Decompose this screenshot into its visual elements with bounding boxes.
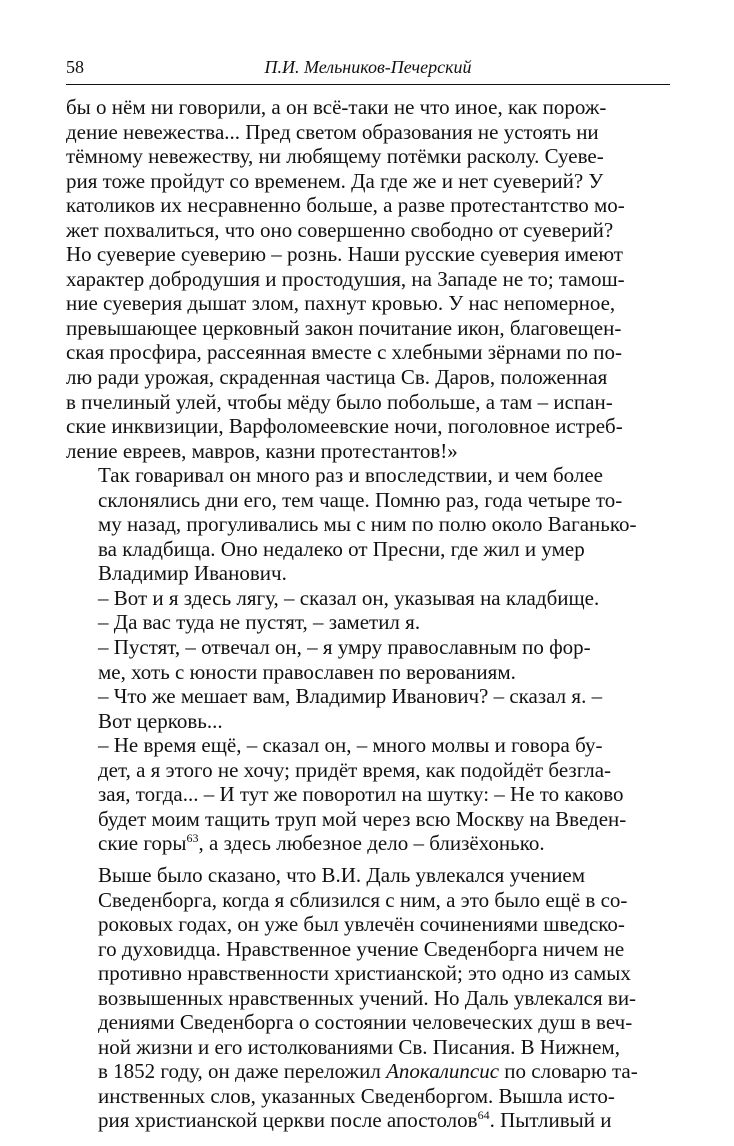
text-run: ной жизни и его истолкованиями Св. Писания. В Нижнем, [98, 1034, 620, 1059]
paragraph [66, 586, 670, 611]
text-line [66, 120, 670, 145]
text-line [66, 316, 670, 341]
text-run: бы о нём ни говорили, а он всё-таки не что иное, как порож- [66, 95, 607, 119]
text-line [66, 758, 670, 783]
text-line [66, 561, 670, 586]
text-line [66, 635, 670, 660]
text-line [66, 414, 670, 439]
text-line [66, 888, 670, 913]
book-page [66, 56, 670, 1133]
paragraph [66, 610, 670, 635]
text-run: характер добродушия и простодушия, на Западе не то; тамош- [66, 266, 625, 291]
running-title: П.И. Мельников-Печерский [264, 57, 472, 77]
paragraph [66, 635, 670, 684]
text-line [66, 439, 670, 464]
text-run: ление евреев, мавров, казни протестантов!» [66, 438, 458, 463]
text-run: – Что же мешает вам, Владимир Иванович? – сказал я. – [98, 684, 603, 709]
text-line [66, 95, 670, 120]
text-run: Выше было сказано, что В.И. Даль увлекался учением [98, 862, 586, 887]
text-run: ние суеверия дышат злом, пахнут кровью. У нас непомерное, [66, 291, 616, 316]
text-run: – Вот и я здесь лягу, – сказал он, указывая на кладбище. [98, 585, 600, 610]
text-line [66, 610, 670, 635]
text-line [66, 684, 670, 709]
text-line [66, 912, 670, 937]
text-line [66, 169, 670, 194]
text-run: рия христианской церкви после апостолов [98, 1108, 478, 1133]
text-run: католиков их несравненно больше, а разве протестантство мо- [66, 193, 625, 218]
text-line [66, 961, 670, 986]
footnote-marker: 63 [186, 831, 199, 846]
text-line [66, 807, 670, 832]
text-line [66, 144, 670, 169]
text-line [66, 537, 670, 562]
paragraph [66, 684, 670, 733]
text-run: по словарю та- [499, 1059, 638, 1084]
text-run: будет моим тащить труп мой через всю Москву на Введен- [98, 806, 627, 831]
text-run: в пчелиный улей, чтобы мёду было побольше, а там – испан- [66, 389, 613, 414]
text-line [66, 1010, 670, 1035]
text-line [66, 1108, 670, 1133]
text-run: – Пустят, – отвечал он, – я умру православным по фор- [98, 635, 591, 660]
text-run: Но суеверие суеверию – рознь. Наши русские суеверия имеют [66, 242, 623, 267]
text-run: Так говаривал он много раз и впоследствии, и чем более [98, 463, 603, 488]
text-run: инственных слов, указанных Сведенборгом. Вышла исто- [98, 1083, 615, 1108]
paragraph [66, 733, 670, 856]
text-run: – Не время ещё, – сказал он, – много молвы и говора бу- [98, 733, 603, 758]
text-line [66, 488, 670, 513]
text-run: . Пытливый и [489, 1108, 612, 1133]
text-run: в 1852 году, он даже переложил [98, 1059, 387, 1084]
text-run: роковых годах, он уже был увлечён сочинениями шведско- [98, 912, 625, 937]
text-run: дет, а я этого не хочу; придёт время, как подойдёт безгла- [98, 757, 612, 782]
page-number: 58 [66, 57, 84, 77]
text-run: , а здесь любезное дело – близёхонько. [198, 831, 545, 856]
text-run: зая, тогда... – И тут же поворотил на шутку: – Не то каково [98, 782, 624, 807]
text-run: лю ради урожая, скраденная частица Св. Даров, положенная [66, 365, 608, 390]
text-line [66, 831, 670, 856]
footnote-marker: 64 [477, 1108, 490, 1123]
paragraph [66, 863, 670, 1133]
text-line [66, 267, 670, 292]
text-run: – Да вас туда не пустят, – заметил я. [98, 610, 421, 635]
page-header [66, 56, 670, 85]
text-line [66, 463, 670, 488]
text-line [66, 512, 670, 537]
text-run: го духовидца. Нравственное учение Сведенборга ничем не [98, 936, 625, 961]
text-run: Сведенборга, когда я сблизился с ним, а это было ещё в со- [98, 887, 628, 912]
text-line [66, 709, 670, 734]
paragraph [66, 463, 670, 586]
text-run: превышающее церковный закон почитание икон, благовещен- [66, 315, 622, 340]
text-run: склонялись дни его, тем чаще. Помню раз, года четыре то- [98, 487, 623, 512]
text-run: ская просфира, рассеянная вместе с хлебными зёрнами по по- [66, 340, 622, 365]
page-body [66, 85, 670, 1133]
text-line [66, 986, 670, 1011]
text-run: ские горы [98, 831, 187, 856]
text-line [66, 340, 670, 365]
text-line [66, 733, 670, 758]
text-run: дениями Сведенборга о состоянии человеческих душ в веч- [98, 1010, 633, 1035]
text-run: ские инквизиции, Варфоломеевские ночи, поголовное истреб- [66, 414, 623, 439]
text-line [66, 390, 670, 415]
text-line [66, 863, 670, 888]
text-run: тёмному невежеству, ни любящему потёмки расколу. Суеве- [66, 144, 604, 169]
text-line [66, 586, 670, 611]
text-run: ва кладбища. Оно недалеко от Пресни, где жил и умер [98, 536, 585, 561]
text-run: рия тоже пройдут со временем. Да где же и нет суеверий? У [66, 168, 604, 193]
text-run: дение невежества... Пред светом образования не устоять ни [66, 119, 599, 144]
text-line [66, 937, 670, 962]
text-run: жет похвалиться, что оно совершенно свободно от суеверий? [66, 217, 614, 242]
paragraph [66, 95, 670, 463]
text-run: противно нравственности христианской; это одно из самых [98, 961, 631, 986]
text-run: Вот церковь... [98, 708, 223, 733]
text-line [66, 365, 670, 390]
text-line [66, 242, 670, 267]
text-run: Владимир Иванович. [98, 561, 287, 586]
text-line [66, 291, 670, 316]
text-run: ме, хоть с юности православен по верованиям. [98, 659, 516, 684]
text-line [66, 782, 670, 807]
text-line [66, 1084, 670, 1109]
text-line [66, 660, 670, 685]
italic-title: Апокалипсис [386, 1059, 500, 1084]
text-line [66, 193, 670, 218]
text-line [66, 218, 670, 243]
text-line [66, 1059, 670, 1084]
text-line [66, 1035, 670, 1060]
text-run: му назад, прогуливались мы с ним по полю около Ваганько- [98, 512, 637, 537]
text-run: возвышенных нравственных учений. Но Даль увлекался ви- [98, 985, 637, 1010]
